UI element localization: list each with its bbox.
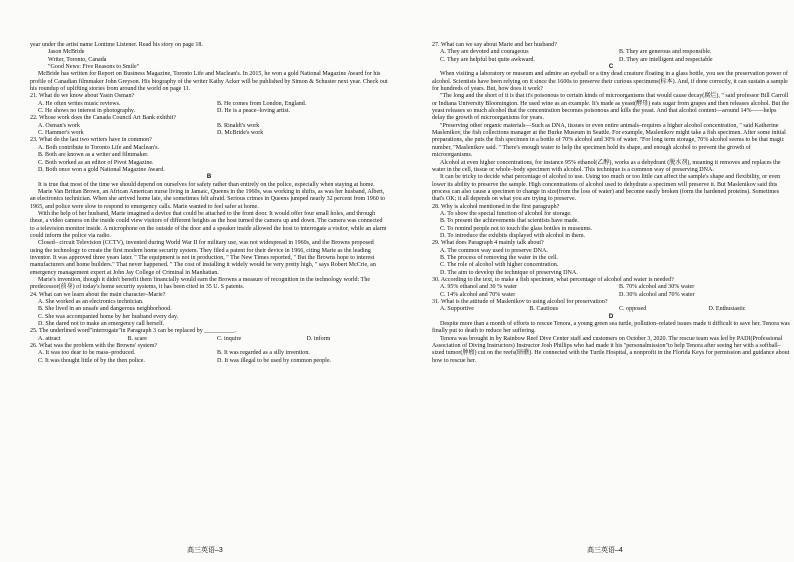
q30-option-a[interactable]: A. 95% ethanol and 30 % water — [440, 284, 518, 291]
question-26-stem: 26. What was the problem with the Browns' system? — [30, 343, 158, 350]
q27-option-a[interactable]: A. They are devoted and courageous — [440, 49, 529, 56]
q23-option-d[interactable]: D. Both once won a gold National Magazine Award. — [38, 166, 165, 173]
question-27-options — [432, 49, 790, 64]
intro-line: year under the artist name Lontime Listener. Read his story on page 18. — [30, 42, 203, 48]
q27-option-c[interactable]: C. They are helpful but quite awkward. — [440, 56, 535, 63]
question-25-stem: 25. The underlined word"interrogate"in Paragraph 3 can be replaced by __________. — [30, 328, 236, 335]
q28-option-d[interactable]: D. To introduce the exhibits displayed with alcohol in them. — [440, 232, 586, 239]
q27-option-b[interactable]: B. They are generous and responsible. — [619, 49, 712, 56]
right-column — [432, 42, 790, 365]
section-d-paragraph-2: Tenora was brought in by Rainbow Reef Dive Center staff and customers on October 3, 2020. The rescue team was led by PADI(Professional Association of Diving Instructors) Instructor Josh Phillips who had made it his "personalmission"to help Tenora after seeing her with a softball–sized tumor(肿瘤) cut on the reefs(暗礁). He connected with the Turtle Hospital, a nonprofit in the Florida Keys for permission and guidance about how to rescue her. — [432, 335, 790, 364]
q22-option-d[interactable]: D. McBride's work — [217, 130, 264, 137]
question-25-options — [30, 336, 388, 343]
q27-option-d[interactable]: D. They are intelligent and respectable — [619, 56, 713, 63]
q23-option-c[interactable]: C. Both worked as an editor of Pivot Magazine. — [38, 159, 154, 166]
paragraph-mcbride: McBride has written for Report on Business Magazine, Toronto Life and Maclean's. In 2015, he won a gold National Magazine Award for his profile of Canadian filmmaker John Greyson. His biography of the writer Kathy Acker will be published by Simon & Schuster next year. Check out his roundup of uplifting stories from around the world on page 11. — [30, 71, 388, 93]
left-column — [30, 42, 388, 365]
question-26-options — [30, 350, 388, 365]
question-28-options — [432, 211, 790, 240]
byline-role: Writer, Toronto, Canada — [48, 56, 107, 63]
q22-option-a[interactable]: A. Osman's work — [38, 122, 80, 129]
q21-option-c[interactable]: C. He shows no interest in photography. — [38, 108, 136, 115]
q24-option-c[interactable]: C. She was accompanied home by her husband every day. — [38, 313, 179, 320]
section-b-paragraph-5: Marie's invention, though it didn't benefit them financially would earn the Browns a measure of recognition in the technology world: The predecessor(前身) of today's home security systems, it has been cited in 35 U. S patents. — [30, 277, 371, 291]
question-27-stem: 27. What can we say about Marie and her husband? — [432, 42, 557, 48]
question-23-stem: 23. What do the last two writers have in common? — [30, 137, 152, 144]
q22-option-b[interactable]: B. Rinaldi's work — [217, 122, 260, 129]
byline-name: Jason McBride — [48, 49, 85, 56]
q26-option-d[interactable]: D. It was illegal to be used by common people. — [217, 357, 332, 364]
section-c-paragraph-1: When visiting a laboratory or museum and admire an eyeball or a tiny dead creature floating in a glass bottle, you see the preservation power of alcohol. Scientists have been relying on it since the 1600s to preserve their curious specimens(标本). And, if done correctly, it can sustain a sample for hundreds of years. But, how does it work? — [432, 71, 788, 93]
question-28-stem: 28. Why is alcohol mentioned in the first paragraph? — [432, 203, 560, 210]
q31-option-d[interactable]: D. Enthusiastic — [708, 306, 746, 313]
section-c-heading: C — [608, 64, 614, 71]
q25-option-b[interactable]: B. scare — [127, 335, 147, 342]
q31-option-a[interactable]: A. Supportive — [440, 306, 474, 313]
q24-option-a[interactable]: A. She worked as an electronics technician. — [38, 299, 144, 306]
section-c-paragraph-3: "Preserving other organic materials—Such as DNA, tissues or even entire animals–requires a higher alcohol concentration, " said Katherine Maslenikov, the fish collections manager at the Burke Museum in Seattle. For example, Maslenikov might take a fish specimen. After some initial preparations, she puts the fish specimen in a bottle of 70% alcohol and 30% of water. "For long term storage, 70% alcohol seems to be that magic number, "Maslenikov said. " There's enough water to help the specimen hold its shape, and enough alcohol to prevent the growth of microorganisms. — [432, 122, 786, 159]
section-b-paragraph-3: With the help of her husband, Marie imagined a device that could be attached to the front door. It would offer four small holes, and through these, a video camera on the inside could view visitors of different heights as the host turned the camera up and down. The camera was connected to a television monitor inside. A microphone on the outside of the door and a speaker inside allowed the host to interrogate a visitor, while an alarm could inform the police via radio. — [30, 210, 387, 239]
section-b-paragraph-2: Marie Van Brittan Brown, an African American nurse living in Jamaic, Queens in the 1960s, was working in shifts, as was her husband, Albert, an electronics technician. When she arrived home late, she sometimes felt afraid. Serious crimes in Queens jumped nearly 32 percent from 1960 to 1965, and police were slow to respond to emergency calls. Marie wanted to feel safer at home. — [30, 188, 386, 210]
question-22-options — [30, 123, 388, 138]
question-29-options — [432, 248, 790, 277]
question-24-stem: 24. What can we learn about the main character–Marie? — [30, 291, 166, 298]
q28-option-b[interactable]: B. To present the achievements that scientists have made. — [440, 218, 579, 225]
section-c-paragraph-2: "The long and the short of it is that it's poisonous to certain kinds of microorganisms that would cause decay(腐烂), " said professor Bill Carroll or Indiana University Bloomington. He used wine as an example. It's made as yeast(酵母) eats sugar from grapes and then releases alcohol. But the yeast releases so much alcohol that the concentration becomes poisonous and kills the yeast. And that alcohol content—around 14%——helps delay the growth of microorganisms for years. — [432, 93, 790, 122]
question-30-options — [432, 284, 790, 299]
question-31-options — [432, 306, 790, 313]
q29-option-c[interactable]: C. The role of alcohol with higher concentration. — [440, 262, 559, 269]
q25-option-d[interactable]: D. inform — [306, 335, 331, 342]
section-b-heading: B — [206, 174, 212, 181]
section-b-paragraph-1: It is true that most of the time we should depend on ourselves for safety rather than entirely on the police, especially when staying at home. — [38, 181, 375, 188]
question-22-stem: 22. Whose work does the Canada Council Art Bank exhibit? — [30, 115, 176, 122]
section-d-paragraph-1: Despite more than a month of efforts to rescue Tenora, a young green sea turtle, pollution–related issues made it difficult to save her. Tenora was finally put to death to reduce her suffering. — [432, 321, 790, 335]
q24-option-d[interactable]: D. She dared not to make an emergency call herself. — [38, 321, 165, 328]
q23-option-b[interactable]: B. Both are known as a writer and filmmaker. — [38, 152, 149, 159]
question-21-stem: 21. What do we know about Yasin Osman? — [30, 93, 135, 100]
section-c-paragraph-4: Alcohol at even higher concentrations, for instance 95% ethanol(乙醇), works as a dehydrant (脱水剂), meaning it removes and replaces the water in the cell, tissue or whole–body specimen with alcohol. This technique is a common way of preserving DNA. — [432, 159, 781, 173]
q25-option-a[interactable]: A. attract — [38, 335, 61, 342]
q30-option-d[interactable]: D. 30% alcohol and 70% water — [619, 291, 695, 298]
section-b-paragraph-4: Closed– circuit Television (CCTV), invented during World War II for military use, was not widespread in 1960s, and the Browns proposed using the technology to create the first modern home security system. They filed a patent for their device in 1966, citing Marie as the leading inventor. It was approved three years later. " The equipment is not in production, " The New Times reported, " But the Browns hope to interest manufacturers and home builders." That never happened. " The cost of installing it widely would be very pretty high, " says Robert McCrie, an emergency management expert at John Jay College of Criminal in Manhattan. — [30, 240, 376, 276]
q26-option-b[interactable]: B. It was regarded as a silly invention. — [217, 350, 310, 357]
question-29-stem: 29. What does Paragraph 4 mainly talk about? — [432, 240, 544, 247]
q31-option-c[interactable]: C. opposed — [619, 306, 647, 313]
q29-option-a[interactable]: A. The common way used to preserve DNA. — [440, 247, 548, 254]
page-number-right: 高三英语–4 — [587, 547, 623, 554]
q29-option-d[interactable]: D. The aim to develop the technique of preserving DNA. — [440, 269, 578, 276]
q21-option-a[interactable]: A. He often writes music reviews. — [38, 100, 121, 107]
section-c-paragraph-5: It can be tricky to decide what percentage of alcohol to use. Using too much or too little can affect the sample's shape and flexibility, or even lower its ability to preserve the sample. High concentrations of alcohol used to dehydrate a specimen will preserve it. But Maslenikov said this process can also cause a specimen to change in size(from the loss of water) and become easily broken (form the hardened proteins). Sometimes that's OK; it all depends on what you are trying to preserve. — [432, 174, 781, 203]
q25-option-c[interactable]: C. inquire — [217, 335, 242, 342]
question-23-options — [30, 145, 388, 174]
section-d-heading: D — [608, 313, 614, 320]
page-number-left: 高三英语–3 — [187, 547, 223, 554]
q24-option-b[interactable]: B. She lived in an unsafe and dangerous neighborhood. — [38, 306, 172, 313]
question-31-stem: 31. What is the attitude of Maslenikov to using alcohol for preservation? — [432, 299, 608, 306]
q30-option-b[interactable]: B. 70% alcohol and 30% water — [619, 284, 695, 291]
q31-option-b[interactable]: B. Cautious — [529, 306, 559, 313]
q26-option-a[interactable]: A. It was too dear to be mass–produced. — [38, 350, 136, 357]
q22-option-c[interactable]: C. Hammer's work — [38, 130, 84, 137]
q30-option-c[interactable]: C. 14% alcohol and 70% water — [440, 291, 516, 298]
question-30-stem: 30. According to the text, to make a fish specimen, what percentage of alcohol and water is needed? — [432, 277, 674, 283]
q23-option-a[interactable]: A. Both contribute to Toronto Life and Maclean's. — [38, 144, 159, 151]
q29-option-b[interactable]: B. The process of removing the water in the cell. — [440, 254, 558, 261]
q26-option-c[interactable]: C. It was thought little of by the then police. — [38, 357, 145, 364]
byline-title: "Good News: Five Reasons to Smile" — [48, 64, 140, 71]
question-24-options — [30, 299, 388, 328]
q28-option-a[interactable]: A. To show the special function of alcohol for storage. — [440, 210, 572, 217]
q21-option-b[interactable]: B. He comes from London, England. — [217, 100, 307, 107]
question-21-options — [30, 101, 388, 116]
q28-option-c[interactable]: C. To remind people not to touch the glass bottles in museums. — [440, 225, 593, 232]
q21-option-d[interactable]: D. He is a peace–loving artist. — [217, 108, 291, 115]
